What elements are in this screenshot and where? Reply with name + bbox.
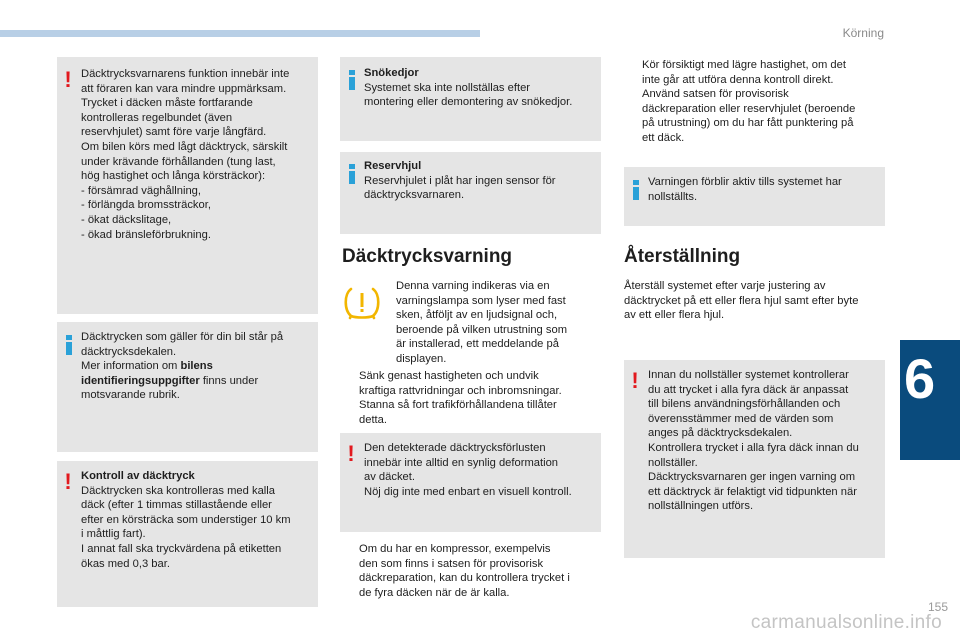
watermark: carmanualsonline.info (750, 612, 942, 633)
warning-box-tpms-function (57, 57, 318, 314)
warning-text: Innan du nollställer systemet kontrollerar du att trycket i alla fyra däck är anpassat till bilens användningsförhållanden och överensstämmer med de värden som anges på däcktrycksdekalen. Kontrollera trycket i alla fyra däck innan du nollställer. Däcktrycksvarnaren ger ingen varning om ett däcktryck är felaktigt vid tidpunkten när nollställningen utförs. (648, 369, 859, 513)
exclamation-icon: ! (631, 368, 639, 393)
header-bar (0, 30, 480, 37)
list-item: Om du har en kompressor, exempelvis den som finns i satsen för provisorisk däckreparation, kan du kontrollera trycket i de fyra däcken när de är kalla. (359, 543, 570, 599)
info-text: Däcktrycken som gäller för din bil står på däcktrycksdekalen. Mer information om bilens identifieringsuppgifter finns under motsvarande rubrik. (81, 331, 284, 402)
list-item: Sänk genast hastigheten och undvik kraftiga rattvridningar och inbromsningar. (359, 370, 562, 397)
page-number: 155 (927, 600, 948, 614)
exclamation-icon: ! (347, 441, 355, 466)
list-item: Använd satsen för provisorisk däckreparation eller reservhjulet (beroende på utrustning) om du har fått punktering på ett däck. (642, 88, 856, 144)
info-text: Varningen förblir aktiv tills systemet har nollställts. (648, 176, 842, 203)
chapter-number: 6 (904, 347, 936, 410)
tyre-warning-intro: Denna varning indikeras via en varningslampa som lyser med fast sken, åtföljt av en ljudsignal och, beroende på vilken utrustning som är installerad, ett meddelande på displayen. (396, 280, 568, 365)
info-text: Reservhjul Reservhjulet i plåt har ingen sensor för däcktrycksvarnaren. (364, 160, 556, 202)
list-item: Stanna så fort trafikförhållandena tillåter detta. (359, 399, 557, 426)
list-item: Kör försiktigt med lägre hastighet, om det inte går att utföra denna kontroll direkt. (642, 59, 846, 86)
heading-reset: Återställning (624, 246, 741, 267)
info-box-snow-chains (340, 57, 601, 141)
info-box-warning-active (624, 167, 885, 226)
warning-box-pressure-loss (340, 433, 601, 532)
info-text: Snökedjor Systemet ska inte nollställas efter montering eller demontering av snökedjor. (364, 67, 573, 109)
info-icon (349, 164, 355, 184)
section-title: Körning (842, 26, 884, 40)
info-icon (66, 335, 72, 355)
info-box-tyre-label (57, 322, 318, 452)
exclamation-icon: ! (64, 469, 72, 494)
reset-description: Återställ systemet efter varje justering av däcktrycket på ett eller flera hjul samt efter byte av ett eller flera hjul. (624, 280, 859, 322)
warning-text: Däcktrycksvarnarens funktion innebär inte att föraren kan vara mindre uppmärksam. Trycket i däcken måste fortfarande kontrolleras regelbundet (även reservhjulet) samt före varje långfärd. Om bilen körs med lågt däcktryck, särskilt under krävande förhållanden (tung last, hög hastighet och långa körsträckor): - försämrad väghållning, - förlängda bromssträckor, - ökat däckslitage, - ökad bränsleförbrukning. (81, 68, 290, 241)
info-icon (633, 180, 639, 200)
info-icon (349, 70, 355, 90)
warning-box-pressure-check (57, 461, 318, 607)
warning-box-before-reset (624, 360, 885, 558)
warning-text: Kontroll av däcktryck Däcktrycken ska kontrolleras med kalla däck (efter 1 timmas stillastående eller efter en körsträcka som understiger 10 km i måttlig fart). I annat fall ska tryckvärdena på etiketten ökas med 0,3 bar. (81, 470, 291, 570)
tyre-pressure-warning-lamp-icon (342, 286, 382, 320)
info-box-spare-wheel (340, 152, 601, 234)
heading-tyre-warning: Däcktrycksvarning (342, 246, 513, 267)
exclamation-icon: ! (64, 67, 72, 92)
warning-text: Den detekterade däcktrycksförlusten innebär inte alltid en synlig deformation av däcket. Nöj dig inte med enbart en visuell kontroll. (364, 442, 572, 498)
